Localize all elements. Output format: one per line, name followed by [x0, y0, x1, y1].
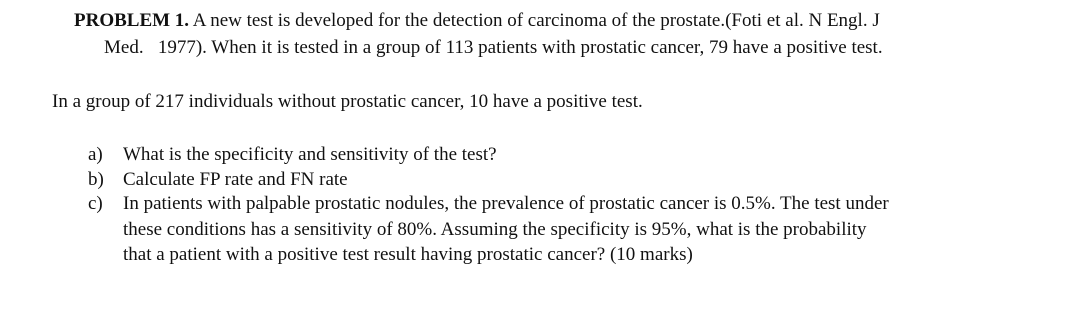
question-c-text-line-2: these conditions has a sensitivity of 80%. Assuming the specificity is 95%, what is the probability [123, 219, 867, 240]
intro-line-1 [74, 10, 880, 32]
question-a-text: What is the specificity and sensitivity of the test? [123, 144, 497, 165]
intro-line-3: In a group of 217 individuals without prostatic cancer, 10 have a positive test. [52, 91, 643, 112]
question-c-text-line-3: that a patient with a positive test result having prostatic cancer? (10 marks) [123, 244, 693, 265]
problem-heading: PROBLEM 1. [74, 10, 190, 31]
question-c-text-line-1: In patients with palpable prostatic nodules, the prevalence of prostatic cancer is 0.5%. The test under [123, 193, 889, 214]
intro-line-2: Med. 1977). When it is tested in a group of 113 patients with prostatic cancer, 79 have a positive test. [104, 37, 883, 58]
question-c-marker: c) [88, 193, 103, 214]
question-b-marker: b) [88, 169, 104, 190]
question-b-text: Calculate FP rate and FN rate [123, 169, 348, 190]
question-a-marker: a) [88, 144, 103, 165]
intro-text-1: A new test is developed for the detection of carcinoma of the prostate.(Foti et al. N Engl. J [192, 10, 880, 31]
